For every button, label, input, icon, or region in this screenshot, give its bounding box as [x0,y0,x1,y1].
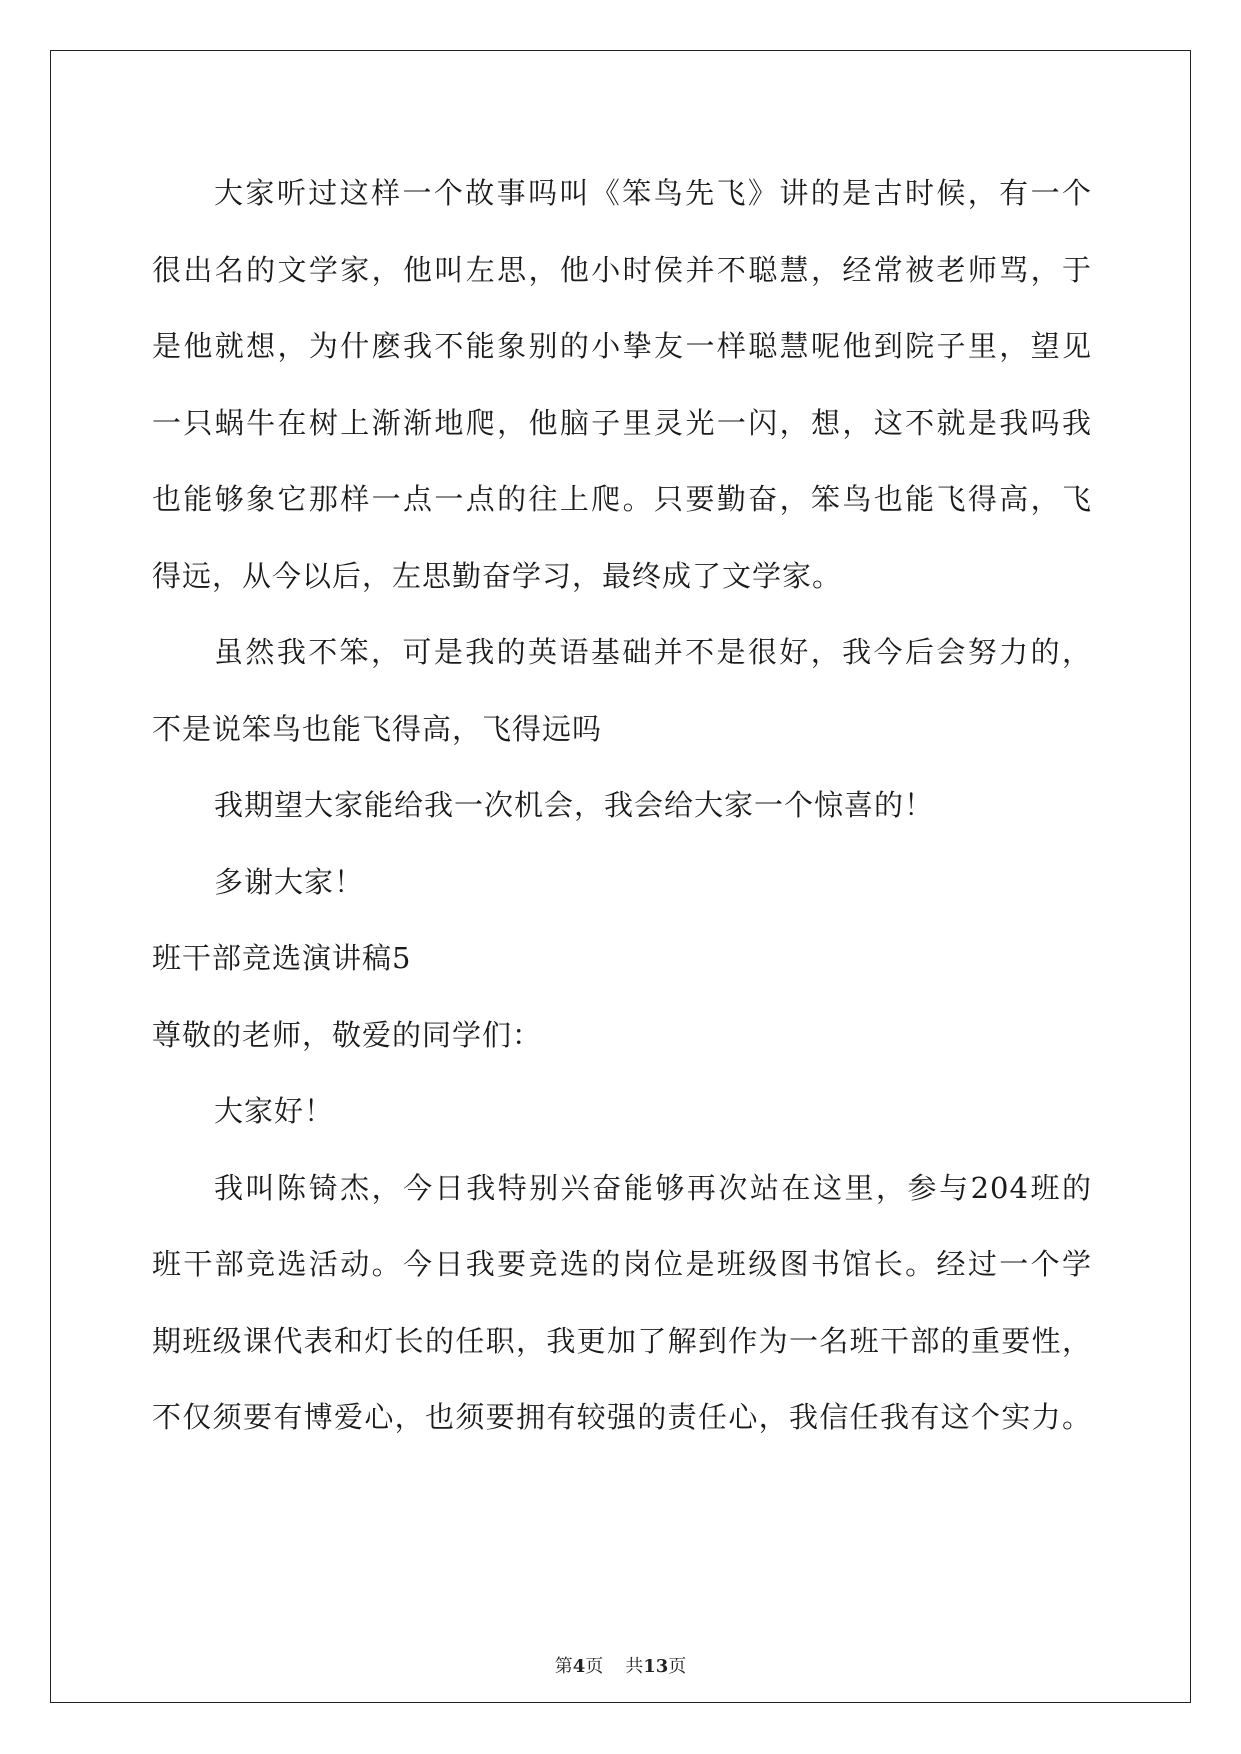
total-page-count: 13 [643,1656,669,1677]
footer-total-suffix: 页 [668,1656,687,1677]
paragraph-line: 期班级课代表和灯长的任职，我更加了解到作为一名班干部的重要性， [152,1323,1092,1358]
footer-total-prefix: 共 [625,1656,644,1677]
current-page-number: 4 [572,1656,586,1677]
document-body [152,155,1092,1456]
footer-page-suffix: 页 [585,1656,604,1677]
page-footer [0,1652,1241,1678]
paragraph-line: 班干部竞选活动。今日我要竞选的岗位是班级图书馆长。经过一个学 [152,1247,1092,1281]
salutation: 尊敬的老师，敬爱的同学们： [152,1017,543,1052]
paragraph-line: 很出名的文学家，他叫左思，他小时侯并不聪慧，经常被老师骂，于 [152,252,1092,287]
paragraph-line: 不是说笨鸟也能飞得高，飞得远吗 [152,711,603,746]
paragraph-line: 不仅须要有博爱心，也须要拥有较强的责任心，我信任我有这个实力。 [152,1400,1092,1434]
paragraph-line: 一只蜗牛在树上渐渐地爬，他脑子里灵光一闪，想，这不就是我吗我 [152,405,1092,440]
section-heading: 班干部竞选演讲稿5 [152,941,412,975]
paragraph-line: 虽然我不笨，可是我的英语基础并不是很好，我今后会努力的， [214,635,1092,669]
paragraph-line: 是他就想，为什麽我不能象别的小挚友一样聪慧呢他到院子里，望见 [152,329,1092,363]
paragraph-line: 得远，从今以后，左思勤奋学习，最终成了文学家。 [152,558,843,593]
paragraph-line: 我叫陈锜杰，今日我特别兴奋能够再次站在这里，参与204班的 [214,1170,1092,1205]
footer-prefix: 第 [554,1656,573,1677]
paragraph-line: 我期望大家能给我一次机会，我会给大家一个惊喜的！ [214,788,935,822]
paragraph-line: 也能够象它那样一点一点的往上爬。只要勤奋，笨鸟也能飞得高，飞 [152,482,1092,516]
paragraph-line: 多谢大家！ [214,864,365,899]
paragraph-line: 大家听过这样一个故事吗叫《笨鸟先飞》讲的是古时候，有一个 [214,176,1092,210]
greeting: 大家好！ [214,1094,335,1128]
